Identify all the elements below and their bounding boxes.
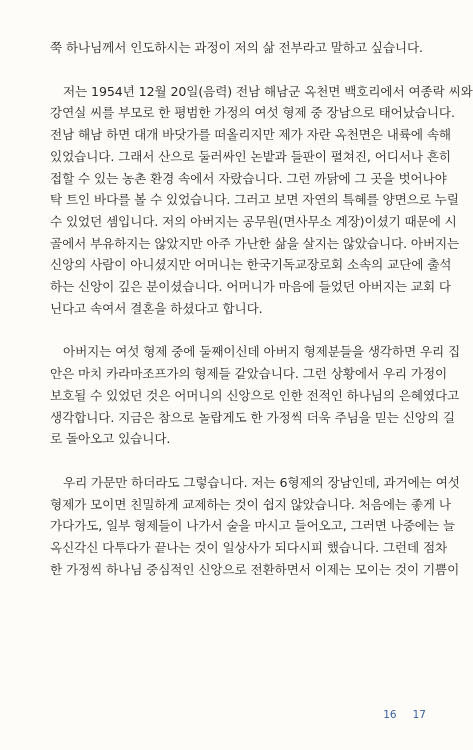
paragraph-gap: [50, 59, 420, 81]
page-number-left: 16: [383, 709, 397, 721]
text-line: 보호될 수 있었던 것은 어머니의 신앙으로 인한 전적인 하나님의 은혜였다고: [50, 387, 460, 403]
text-line: 옥신각신 다투다가 끝나는 것이 일상사가 되다시피 했습니다. 그런데 점차: [50, 540, 448, 556]
text-line: 쭉 하나님께서 인도하시는 과정이 저의 삶 전부라고 말하고 싶습니다.: [50, 40, 423, 55]
text-line: 신앙의 사람이 아니셨지만 어머니는 한국기독교장로회 소속의 교단에 출석: [50, 257, 452, 273]
paragraph-gap: [50, 319, 420, 341]
paragraph: [50, 472, 460, 581]
text-line: 저는 1954년 12월 20일(음력) 전남 해남군 옥천면 백호리에서 여종락 씨와: [63, 83, 473, 99]
text-line: 접할 수 있는 농촌 환경 속에서 자랐습니다. 그런 까닭에 그 곳을 벗어나야: [50, 170, 447, 186]
text-line: 있었습니다. 그래서 산으로 둘러싸인 논밭과 들판이 펼쳐진, 어디서나 흔히: [50, 148, 451, 164]
text-line: 수 있었던 셈입니다. 저의 아버지는 공무원(면사무소 계장)이셨기 때문에 시: [50, 213, 457, 229]
text-line: 닌다고 속여서 결혼을 하셨다고 합니다.: [50, 300, 263, 316]
text-line: 우리 가문만 하더라도 그렇습니다. 저는 6형제의 장남인데, 과거에는 여섯: [63, 474, 460, 490]
paragraph: [50, 81, 473, 320]
text-line: 형제가 모이면 친밀하게 교제하는 것이 쉽지 않았습니다. 처음에는 좋게 나: [50, 496, 451, 512]
text-line: 강연실 씨를 부모로 한 평범한 가정의 여섯 형제 중 장남으로 태어났습니다.: [50, 105, 455, 121]
text-line: 탁 트인 바다를 볼 수 있었습니다. 그러고 보면 자연의 특혜를 양면으로 누릴: [50, 192, 459, 208]
text-line: 생각합니다. 지금은 참으로 놀랍게도 한 가정씩 더욱 주님을 믿는 신앙의 길: [50, 409, 455, 425]
paragraph: [50, 37, 423, 59]
text-line: 아버지는 여섯 형제 중에 둘째이신데 아버지 형제분들을 생각하면 우리 집: [63, 344, 461, 360]
text-line: 안은 마치 카라마조프가의 형제들 같았습니다. 그런 상황에서 우리 가정이: [50, 366, 448, 382]
page-number-right: 17: [412, 709, 426, 721]
body-text: [50, 37, 473, 580]
text-line: 전남 해남 하면 대개 바닷가를 떠올리지만 제가 자란 옥천면은 내륙에 속해: [50, 127, 451, 143]
text-line: 하는 신앙이 깊은 분이셨습니다. 어머니가 마음에 들었던 아버지는 교회 다: [50, 279, 451, 295]
text-line: 로 돌아오고 있습니다.: [50, 431, 171, 447]
paragraph-gap: [50, 450, 420, 472]
text-line: 가다가도, 일부 형제들이 나가서 술을 마시고 들어오고, 그러면 나중에는 늘: [50, 518, 455, 534]
paragraph: [50, 341, 461, 450]
text-line: 한 가정씩 하나님 중심적인 신앙으로 전환하면서 이제는 모이는 것이 기쁨이: [50, 561, 460, 577]
page-numbers: [383, 709, 426, 721]
text-line: 골에서 부유하지는 않았지만 아주 가난한 삶을 살지는 않았습니다. 아버지는: [50, 235, 460, 251]
